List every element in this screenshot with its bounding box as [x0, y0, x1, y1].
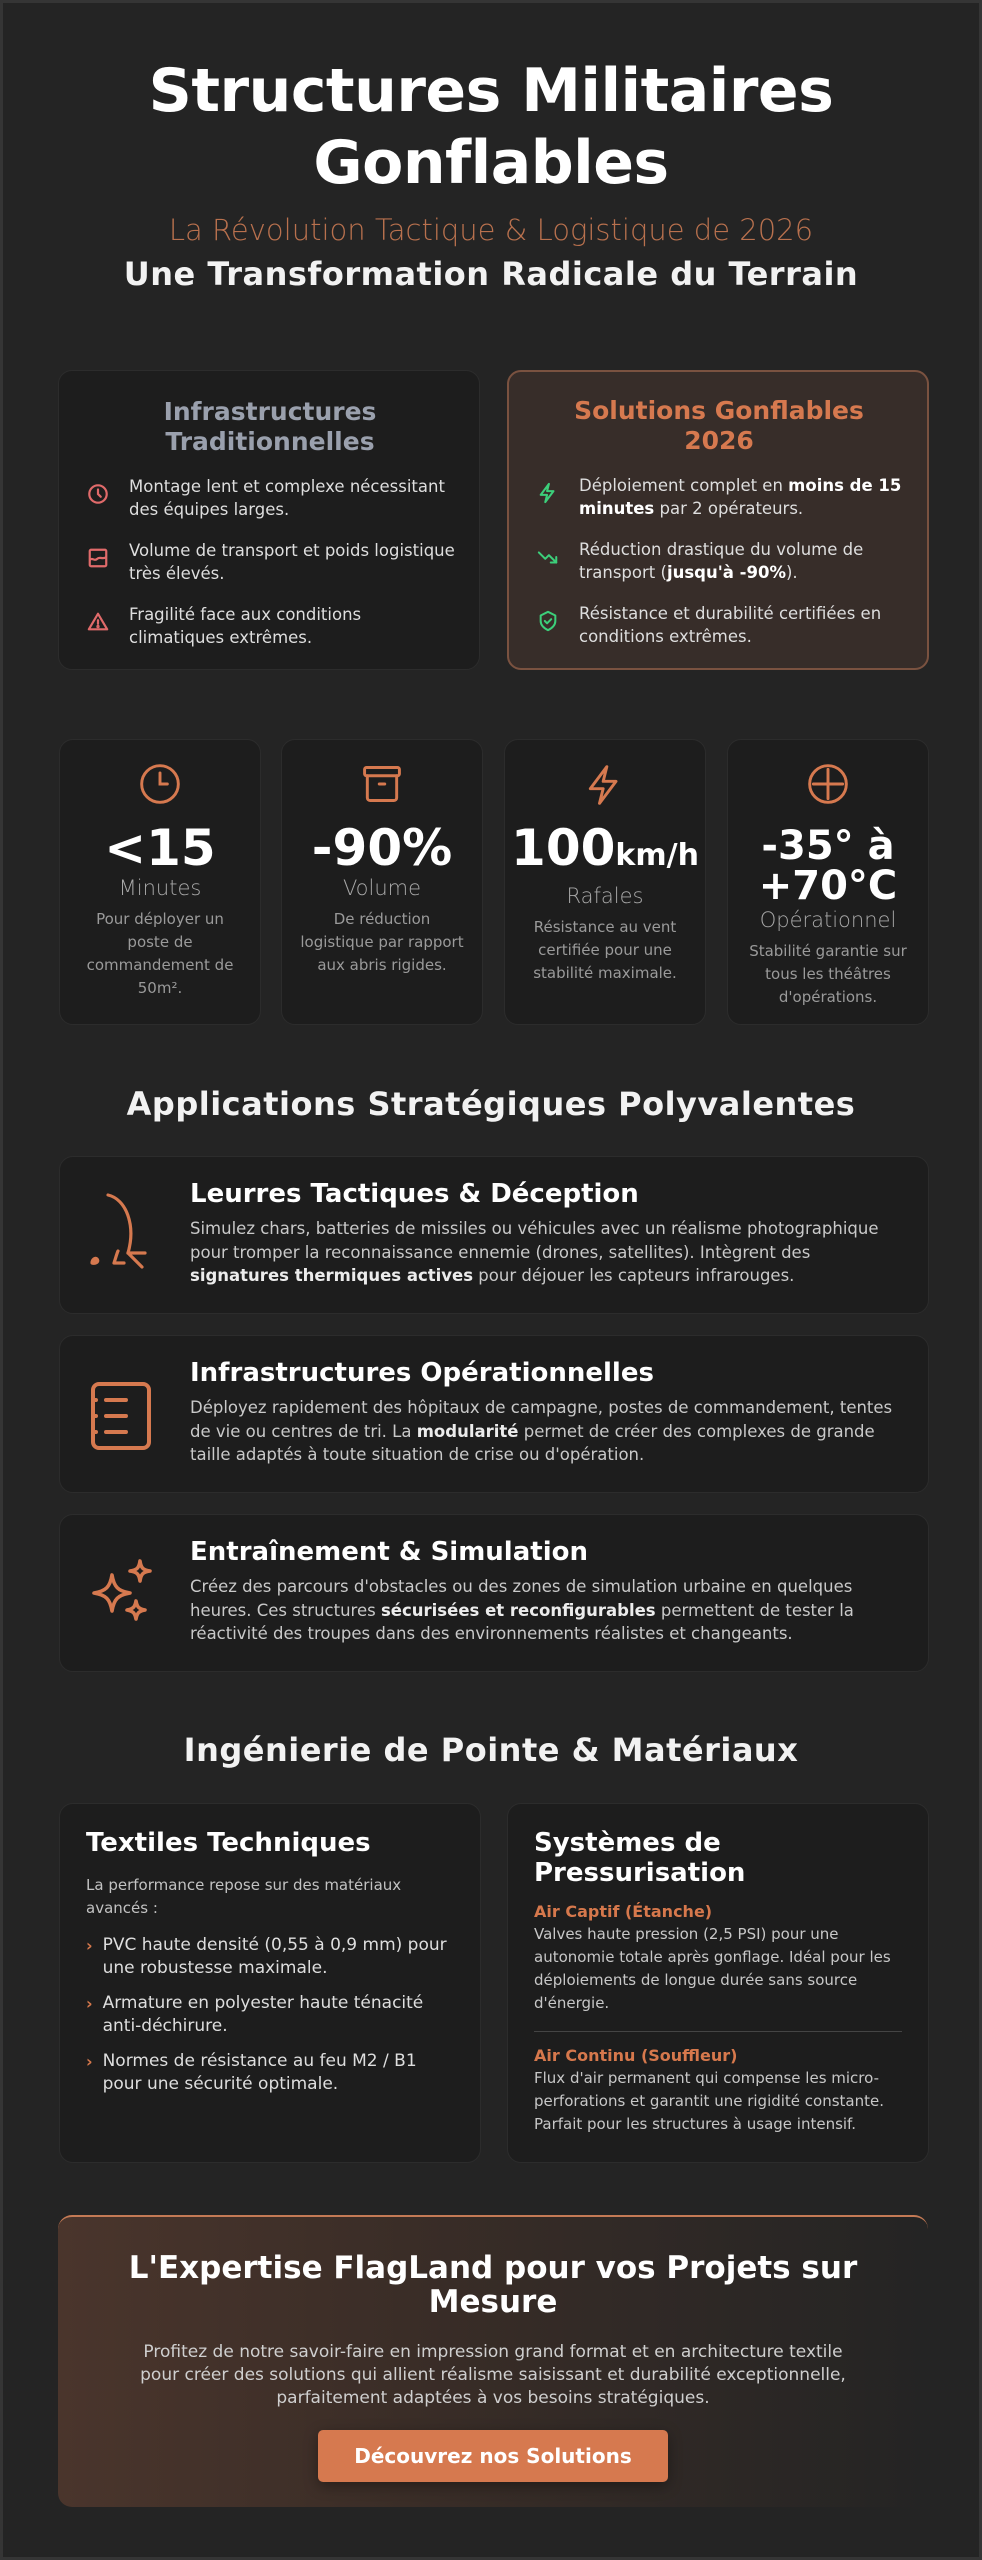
- lightning-icon: [505, 762, 705, 808]
- infographic-page: [3, 3, 979, 2557]
- textiles-list: [86, 1934, 454, 2096]
- system-name: Air Continu (Souffleur): [534, 2046, 738, 2065]
- section-title-transformation: Une Transformation Radicale du Terrain: [123, 255, 859, 293]
- application-title: Infrastructures Opérationnelles: [190, 1358, 654, 1388]
- traditional-item: Volume de transport et poids logistique très élevés.: [85, 539, 455, 585]
- list-item: › PVC haute densité (0,55 à 0,9 mm) pour une robustesse maximale.: [86, 1935, 447, 1978]
- section-title-applications: Applications Stratégiques Polyvalentes: [126, 1085, 856, 1123]
- stat-unit: Opérationnel: [759, 908, 897, 932]
- stat-unit: Volume: [342, 876, 422, 900]
- cta-text: Profitez de notre savoir-faire en impression grand format et en architecture textile pour créer des solutions qui allient réalisme saisissant et durabilité exceptionnelle, parfaitement adaptées à vos besoins stratégiques.: [140, 2342, 846, 2408]
- sparkles-icon: [88, 1557, 160, 1633]
- heavy-box-icon: [85, 539, 111, 569]
- cta-banner: [58, 2215, 928, 2507]
- system-description: Valves haute pression (2,5 PSI) pour une autonomie totale après gonflage. Idéal pour les déploiements de longue durée sans source d'énergie.: [534, 1925, 891, 2012]
- application-card-decoys: [59, 1156, 929, 1314]
- inflatable-item: Résistance et durabilité certifiées en conditions extrêmes.: [535, 602, 903, 648]
- stat-value: <15: [104, 819, 216, 877]
- list-document-icon: [88, 1380, 154, 1456]
- application-description: Déployez rapidement des hôpitaux de campagne, postes de commandement, tentes de vie ou centres de tri. La modularité permet de créer des complexes de grande taille adaptés à toute situation de crise ou d'opération.: [190, 1398, 893, 1464]
- textiles-title: Textiles Techniques: [86, 1828, 371, 1858]
- stat-unit: Rafales: [566, 884, 644, 908]
- chevron-right-icon: ›: [86, 1994, 93, 2013]
- traditional-item: Fragilité face aux conditions climatiques extrêmes.: [85, 603, 455, 649]
- list-item: › Armature en polyester haute ténacité anti-déchirure.: [86, 1993, 424, 2036]
- application-title: Leurres Tactiques & Déception: [190, 1179, 639, 1209]
- textiles-intro: La performance repose sur des matériaux avancés :: [86, 1876, 402, 1917]
- stat-unit: Minutes: [118, 876, 202, 900]
- chevron-right-icon: ›: [86, 1936, 93, 1955]
- trend-down-icon: [535, 538, 561, 568]
- pressurisation-title: Systèmes de Pressurisation: [534, 1828, 746, 1888]
- inflatable-title: Solutions Gonflables 2026: [574, 396, 864, 455]
- section-title-engineering: Ingénierie de Pointe & Matériaux: [183, 1731, 799, 1769]
- decoy-icon: [88, 1193, 160, 1273]
- stat-value: 100km/h: [511, 819, 699, 877]
- inflatable-solutions-card: [507, 370, 929, 670]
- clock-icon: [60, 762, 260, 808]
- application-description: Créez des parcours d'obstacles ou des zones de simulation urbaine en quelques heures. Ces structures sécurisées et reconfigurables permettent de tester la réactivité des troupes dans des environnements réalistes et changeants.: [190, 1577, 854, 1643]
- discover-solutions-button[interactable]: Découvrez nos Solutions: [318, 2430, 668, 2482]
- clock-icon: [85, 475, 111, 505]
- stat-value: -35° à +70°C: [758, 823, 898, 909]
- hero-title: Structures Militaires Gonflables: [148, 56, 834, 198]
- chevron-right-icon: ›: [86, 2052, 93, 2071]
- hero-subtitle: La Révolution Tactique & Logistique de 2026: [168, 213, 814, 247]
- application-card-infrastructure: [59, 1335, 929, 1493]
- stat-description: Résistance au vent certifiée pour une stabilité maximale.: [533, 918, 677, 982]
- archive-box-icon: [282, 762, 482, 808]
- system-description: Flux d'air permanent qui compense les micro-perforations et garantit une rigidité constante. Parfait pour les structures à usage intensif.: [534, 2069, 885, 2133]
- traditional-item: Montage lent et complexe nécessitant des équipes larges.: [85, 475, 455, 521]
- inflatable-item: Déploiement complet en moins de 15 minutes par 2 opérateurs.: [535, 474, 903, 520]
- system-name: Air Captif (Étanche): [534, 1902, 713, 1921]
- application-title: Entraînement & Simulation: [190, 1537, 588, 1567]
- stat-value: -90%: [311, 819, 453, 877]
- stat-card-volume: [281, 739, 483, 1025]
- stat-card-deployment-time: [59, 739, 261, 1025]
- application-description: Simulez chars, batteries de missiles ou véhicules avec un réalisme photographique pour tromper la reconnaissance ennemie (drones, satellites). Intègrent des signatures thermiques actives pour déjouer les capteurs infrarouges.: [190, 1219, 879, 1285]
- stat-card-temperature: [727, 739, 929, 1025]
- inflatable-item: Réduction drastique du volume de transport (jusqu'à -90%).: [535, 538, 903, 584]
- stat-description: Pour déployer un poste de commandement de 50m².: [86, 910, 234, 997]
- warning-icon: [85, 603, 111, 633]
- stat-description: De réduction logistique par rapport aux abris rigides.: [300, 910, 464, 974]
- plus-circle-icon: [728, 762, 928, 808]
- traditional-title: Infrastructures Traditionnelles: [163, 397, 377, 456]
- stat-card-wind: [504, 739, 706, 1025]
- application-card-training: [59, 1514, 929, 1672]
- divider: [534, 2031, 902, 2032]
- technical-textiles-card: [59, 1803, 481, 2163]
- stat-description: Stabilité garantie sur tous les théâtres d'opérations.: [749, 942, 907, 1006]
- lightning-icon: [535, 474, 561, 504]
- cta-title: L'Expertise FlagLand pour vos Projets sur Mesure: [128, 2250, 858, 2320]
- pressurisation-systems-card: [507, 1803, 929, 2163]
- list-item: › Normes de résistance au feu M2 / B1 pour une sécurité optimale.: [86, 2051, 417, 2094]
- shield-check-icon: [535, 602, 561, 632]
- traditional-infrastructure-card: [58, 370, 480, 670]
